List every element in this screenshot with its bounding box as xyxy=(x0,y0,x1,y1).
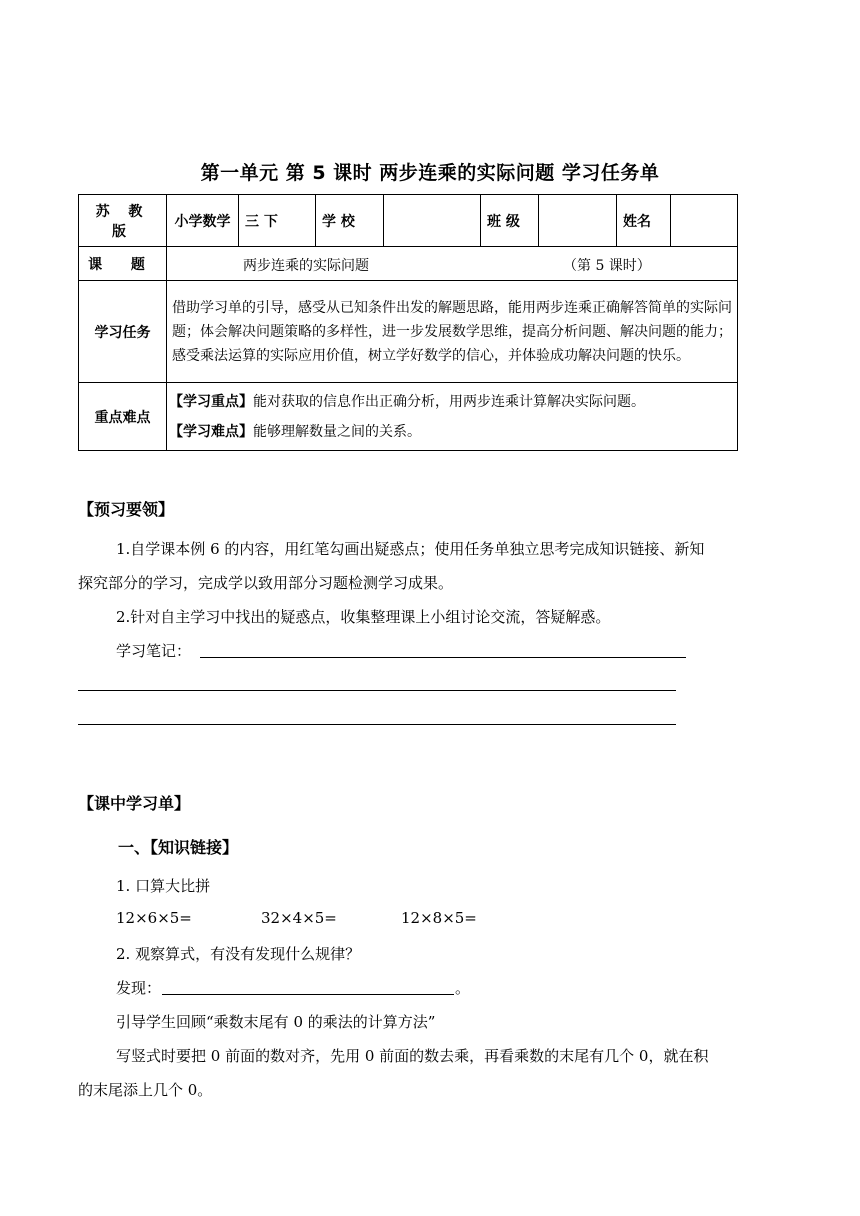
topic-value: 两步连乘的实际问题 xyxy=(243,258,369,274)
page-title: 第一单元 第 5 课时 两步连乘的实际问题 学习任务单 xyxy=(200,162,660,184)
difficulty xyxy=(169,417,735,447)
lesson-heading: 【课中学习单】 xyxy=(78,794,191,813)
knowledge-link-heading: 一、【知识链接】 xyxy=(118,838,239,857)
expr-1: 12×6×5= xyxy=(116,909,192,927)
task-label: 学习任务 xyxy=(79,281,167,383)
subject-cell: 小学数学 xyxy=(167,195,239,247)
key-point-text: 能对获取的信息作出正确分析，用两步连乘计算解决实际问题。 xyxy=(253,393,645,410)
school-label: 学 校 xyxy=(316,195,384,247)
guide-text: 引导学生回顾“乘数末尾有 0 的乘法的计算方法” xyxy=(116,1013,436,1031)
notes-label: 学习笔记： xyxy=(116,642,192,660)
difficulty-text: 能够理解数量之间的关系。 xyxy=(253,423,421,440)
notes-line-1[interactable] xyxy=(200,657,686,658)
key-content xyxy=(167,383,738,451)
task-text: 借助学习单的引导，感受从已知条件出发的解题思路，能用两步连乘正确解答简单的实际问题；体会解决问题策略的多样性，进一步发展数学思维，提高分析问题、解决问题的能力；感受乘法运算的实际应用价值，树立学好数学的信心，并体验成功解决问题的快乐。 xyxy=(167,281,738,383)
info-table xyxy=(78,194,738,451)
class-label: 班 级 xyxy=(481,195,539,247)
key-point-tag: 【学习重点】 xyxy=(169,393,253,410)
key-label: 重点难点 xyxy=(79,383,167,451)
discover-answer-line[interactable] xyxy=(162,994,454,995)
key-point xyxy=(169,387,735,417)
discover-label: 发现： xyxy=(116,979,162,997)
difficulty-tag: 【学习难点】 xyxy=(169,423,253,440)
notes-line-3[interactable] xyxy=(78,724,676,725)
preview-item2: 2.针对自主学习中找出的疑惑点，收集整理课上小组讨论交流，答疑解惑。 xyxy=(116,608,611,626)
discover-end: 。 xyxy=(455,979,471,997)
question-1: 1. 口算大比拼 xyxy=(116,877,211,895)
method-line-2: 的末尾添上几个 0。 xyxy=(78,1081,213,1099)
name-field[interactable] xyxy=(671,195,738,247)
preview-item1-line2: 探究部分的学习，完成学以致用部分习题检测学习成果。 xyxy=(78,574,454,592)
method-line-1: 写竖式时要把 0 前面的数对齐，先用 0 前面的数去乘，再看乘数的末尾有几个 0，就在积 xyxy=(116,1047,709,1065)
expr-3: 12×8×5= xyxy=(401,909,477,927)
name-label: 姓名 xyxy=(617,195,671,247)
preview-heading: 【预习要领】 xyxy=(78,500,175,519)
topic-cell xyxy=(167,247,738,281)
topic-label: 课 题 xyxy=(79,247,167,281)
publisher-cell: 苏 教 版 xyxy=(79,195,167,247)
preview-item1-line1: 1.自学课本例 6 的内容，用红笔勾画出疑惑点；使用任务单独立思考完成知识链接、新知 xyxy=(116,540,705,558)
lesson-number: （第 5 课时） xyxy=(563,258,651,274)
notes-line-2[interactable] xyxy=(78,690,676,691)
grade-cell: 三 下 xyxy=(239,195,316,247)
expr-2: 32×4×5= xyxy=(261,909,337,927)
school-field[interactable] xyxy=(384,195,481,247)
class-field[interactable] xyxy=(539,195,617,247)
question-2: 2. 观察算式，有没有发现什么规律？ xyxy=(116,945,361,963)
